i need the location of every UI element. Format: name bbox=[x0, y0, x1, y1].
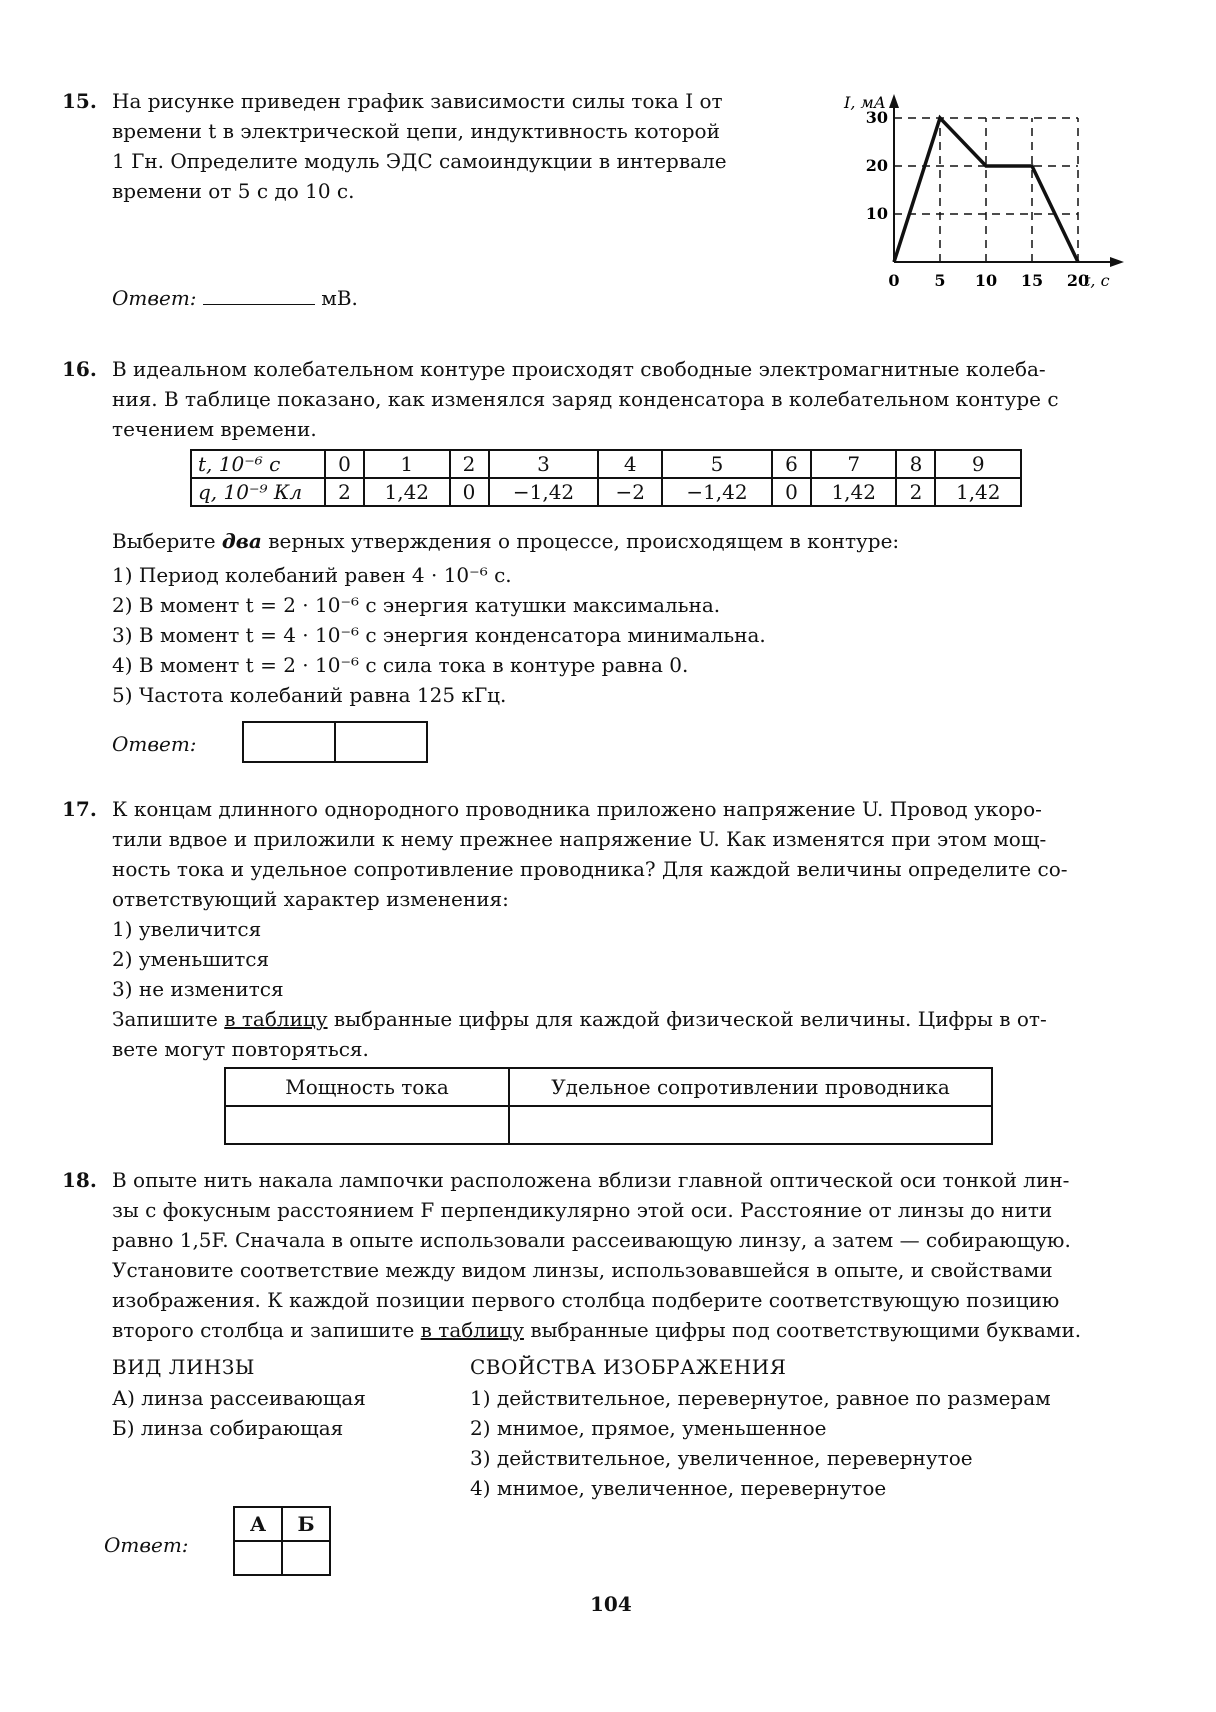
q16-prompt-start: Выберите bbox=[112, 529, 216, 553]
q16-answer-label: Ответ: bbox=[112, 732, 197, 756]
x-tick-label: 10 bbox=[974, 271, 998, 290]
q16-line-1: В идеальном колебательном контуре происходят свободные электромагнитные колеба- bbox=[112, 357, 1046, 381]
q17-answer-table bbox=[224, 1067, 993, 1145]
chart-axes bbox=[889, 94, 1124, 267]
y-axis-arrow bbox=[889, 94, 899, 108]
q18-line-5: изображения. К каждой позиции первого столбца подберите соответствующую позицию bbox=[112, 1288, 1060, 1312]
q16-options bbox=[112, 560, 1162, 710]
q17-text bbox=[112, 794, 1172, 1064]
q18-right-item: 1) действительное, перевернутое, равное по размерам bbox=[470, 1386, 1051, 1410]
chart-grid bbox=[894, 118, 1078, 262]
q17-option: 3) не изменится bbox=[112, 977, 284, 1001]
q17-instr-end: выбранные цифры для каждой физической величины. Цифры в от- bbox=[333, 1007, 1047, 1031]
q18-last-link: в таблицу bbox=[420, 1318, 524, 1342]
q15-line-4: времени от 5 с до 10 с. bbox=[112, 179, 355, 203]
table-cell: −1,42 bbox=[489, 478, 599, 506]
q18-right-heading: СВОЙСТВА ИЗОБРАЖЕНИЯ bbox=[470, 1355, 787, 1379]
q15-answer-label: Ответ: bbox=[112, 286, 197, 310]
answer-cell-2[interactable] bbox=[335, 722, 427, 762]
q16-option: 1) Период колебаний равен 4 · 10⁻⁶ с. bbox=[112, 563, 512, 587]
y-tick-label: 30 bbox=[865, 108, 888, 127]
q18-text bbox=[112, 1165, 1172, 1345]
q15-text bbox=[112, 86, 812, 206]
q16-prompt bbox=[112, 526, 1162, 556]
x-tick-label: 20 bbox=[1066, 271, 1090, 290]
q18-right-item: 2) мнимое, прямое, уменьшенное bbox=[470, 1416, 827, 1440]
q16-line-2: ния. В таблице показано, как изменялся заряд конденсатора в колебательном контуре с bbox=[112, 387, 1059, 411]
table-cell: −2 bbox=[598, 478, 662, 506]
q18-line-6 bbox=[112, 1315, 1172, 1345]
table-cell: 2 bbox=[325, 478, 364, 506]
col-header-b: Б bbox=[282, 1507, 330, 1541]
page-number: 104 bbox=[590, 1592, 632, 1616]
table-cell: 3 bbox=[489, 450, 599, 478]
q18-answer-label: Ответ: bbox=[104, 1533, 189, 1557]
current-time-chart bbox=[820, 88, 1140, 298]
q16-option: 3) В момент t = 4 · 10⁻⁶ с энергия конденсатора минимальна. bbox=[112, 623, 766, 647]
q18-line-2: зы с фокусным расстоянием F перпендикулярно этой оси. Расстояние от линзы до нити bbox=[112, 1198, 1053, 1222]
x-tick-label: 5 bbox=[934, 271, 946, 290]
q15-line-2: времени t в электрической цепи, индуктивность которой bbox=[112, 119, 720, 143]
table-cell: 0 bbox=[450, 478, 489, 506]
q16-prompt-end: верных утверждения о процессе, происходящем в контуре: bbox=[268, 529, 900, 553]
charge-table bbox=[190, 449, 1022, 507]
q16-option: 5) Частота колебаний равна 125 кГц. bbox=[112, 683, 507, 707]
q17-option: 1) увеличится bbox=[112, 917, 262, 941]
table-cell: 5 bbox=[662, 450, 772, 478]
col-header-resistivity: Удельное сопротивлении проводника bbox=[509, 1068, 992, 1106]
table-cell: 0 bbox=[325, 450, 364, 478]
q15-answer-field[interactable] bbox=[203, 284, 315, 305]
q17-instruction bbox=[112, 1004, 1172, 1034]
table-cell: 2 bbox=[450, 450, 489, 478]
q17-line-4: ответствующий характер изменения: bbox=[112, 887, 509, 911]
q18-answer-table bbox=[233, 1506, 331, 1576]
q16-option: 4) В момент t = 2 · 10⁻⁶ с сила тока в контуре равна 0. bbox=[112, 653, 689, 677]
answer-cell-resistivity[interactable] bbox=[509, 1106, 992, 1144]
table-row-label-q: q, 10⁻⁹ Кл bbox=[191, 478, 325, 506]
table-row-label-t: t, 10⁻⁶ с bbox=[191, 450, 325, 478]
q18-last-start: второго столбца и запишите bbox=[112, 1318, 415, 1342]
x-axis-label: t, с bbox=[1084, 271, 1110, 290]
table-cell: 4 bbox=[598, 450, 662, 478]
table-cell: 1,42 bbox=[364, 478, 449, 506]
answer-cell-power[interactable] bbox=[225, 1106, 509, 1144]
q18-left-list bbox=[112, 1383, 366, 1443]
q17-number: 17. bbox=[62, 797, 97, 821]
col-header-a: А bbox=[234, 1507, 282, 1541]
table-cell: 2 bbox=[896, 478, 935, 506]
q17-instruction-line-2: вете могут повторяться. bbox=[112, 1037, 369, 1061]
q16-answer-boxes bbox=[242, 721, 428, 763]
table-cell: −1,42 bbox=[662, 478, 772, 506]
q18-line-3: равно 1,5F. Сначала в опыте использовали рассеивающую линзу, а затем — собирающую. bbox=[112, 1228, 1071, 1252]
y-tick-label: 10 bbox=[865, 204, 888, 223]
q15-answer bbox=[112, 283, 358, 313]
table-cell: 1,42 bbox=[811, 478, 896, 506]
q16-number: 16. bbox=[62, 357, 97, 381]
q18-left-item: А) линза рассеивающая bbox=[112, 1386, 366, 1410]
x-tick-label: 15 bbox=[1020, 271, 1044, 290]
answer-cell-a[interactable] bbox=[234, 1541, 282, 1575]
q18-left-item: Б) линза собирающая bbox=[112, 1416, 344, 1440]
table-cell: 1,42 bbox=[935, 478, 1021, 506]
q17-option: 2) уменьшится bbox=[112, 947, 270, 971]
table-cell: 9 bbox=[935, 450, 1021, 478]
table-cell: 6 bbox=[772, 450, 811, 478]
q16-text bbox=[112, 354, 1162, 444]
q16-line-3: течением времени. bbox=[112, 417, 317, 441]
q15-number: 15. bbox=[62, 89, 97, 113]
q18-number: 18. bbox=[62, 1168, 97, 1192]
x-tick-label: 0 bbox=[888, 271, 900, 290]
q17-line-3: ность тока и удельное сопротивление проводника? Для каждой величины определите со- bbox=[112, 857, 1068, 881]
x-axis-arrow bbox=[1110, 257, 1124, 267]
q18-right-item: 3) действительное, увеличенное, перевернутое bbox=[470, 1446, 973, 1470]
answer-cell-b[interactable] bbox=[282, 1541, 330, 1575]
table-cell: 7 bbox=[811, 450, 896, 478]
charge-table-row-t bbox=[191, 450, 1021, 478]
col-header-power: Мощность тока bbox=[225, 1068, 509, 1106]
q15-line-1: На рисунке приведен график зависимости силы тока I от bbox=[112, 89, 723, 113]
q18-right-item: 4) мнимое, увеличенное, перевернутое bbox=[470, 1476, 887, 1500]
table-cell: 1 bbox=[364, 450, 449, 478]
q18-left-heading: ВИД ЛИНЗЫ bbox=[112, 1355, 255, 1379]
y-axis-label: I, мА bbox=[844, 93, 886, 112]
table-cell: 8 bbox=[896, 450, 935, 478]
q17-line-2: тили вдвое и приложили к нему прежнее напряжение U. Как изменятся при этом мощ- bbox=[112, 827, 1047, 851]
y-tick-label: 20 bbox=[865, 156, 888, 175]
table-cell: 0 bbox=[772, 478, 811, 506]
q15-line-3: 1 Гн. Определите модуль ЭДС самоиндукции в интервале bbox=[112, 149, 727, 173]
q15-answer-unit: мВ. bbox=[321, 286, 358, 310]
charge-table-row-q bbox=[191, 478, 1021, 506]
q16-option: 2) В момент t = 2 · 10⁻⁶ с энергия катушки максимальна. bbox=[112, 593, 721, 617]
answer-cell-1[interactable] bbox=[243, 722, 335, 762]
q16-prompt-emph: два bbox=[221, 529, 262, 553]
q18-last-end: выбранные цифры под соответствующими буквами. bbox=[530, 1318, 1082, 1342]
q17-instr-start: Запишите bbox=[112, 1007, 218, 1031]
q18-line-1: В опыте нить накала лампочки расположена вблизи главной оптической оси тонкой лин- bbox=[112, 1168, 1070, 1192]
q17-line-1: К концам длинного однородного проводника приложено напряжение U. Провод укоро- bbox=[112, 797, 1042, 821]
q17-instr-link: в таблицу bbox=[224, 1007, 328, 1031]
q18-line-4: Установите соответствие между видом линзы, использовавшейся в опыте, и свойствами bbox=[112, 1258, 1053, 1282]
q18-right-list bbox=[470, 1383, 1051, 1503]
